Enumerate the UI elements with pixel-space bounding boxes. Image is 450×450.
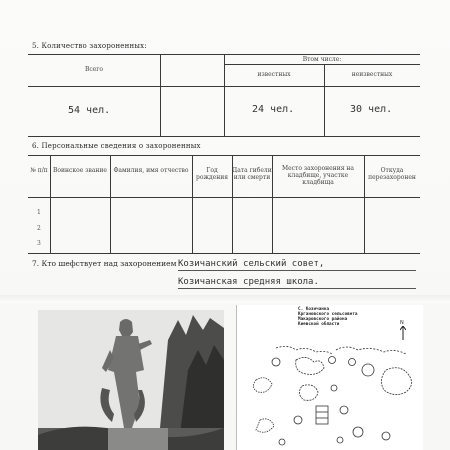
- patron-line-1: Козичанский сельский совет,: [178, 259, 416, 271]
- north-arrow-icon: [400, 320, 406, 342]
- value-known: 24 чел.: [252, 104, 295, 115]
- map-title-line: Макаровского района: [298, 317, 348, 322]
- map-title-line: Кргановского сельсовета: [298, 312, 358, 317]
- patron-line-2: Козичанская средняя школа.: [178, 277, 416, 289]
- col-reburied-from: Откуда перезахоронен: [368, 167, 416, 181]
- personal-data-table: [28, 155, 420, 255]
- value-total: 54 чел.: [68, 105, 111, 116]
- page-fold: [0, 295, 450, 303]
- row-number: 2: [37, 225, 41, 232]
- map-title: [298, 307, 388, 327]
- section5-title: 5. Количество захороненных:: [32, 42, 147, 50]
- burial-count-table: [28, 54, 420, 136]
- map-title-line: С. Козичанка: [298, 307, 330, 312]
- header-known: известных: [257, 71, 291, 78]
- header-total: Всего: [84, 66, 104, 73]
- row-number: 1: [37, 209, 41, 216]
- header-unknown: неизвестных: [351, 71, 393, 78]
- map-title-line: Киевской области: [298, 322, 340, 327]
- col-burial-place: Место захоронения на кладбище, участке кладбища: [281, 165, 354, 186]
- north-label: N: [400, 320, 404, 326]
- col-number: № п/п: [30, 167, 48, 174]
- section6-title: 6. Персональные сведения о захороненных: [32, 142, 201, 150]
- col-death-date: Дата гибели или смерти: [232, 167, 272, 181]
- col-rank: Воинское звание: [53, 167, 107, 174]
- row-number: 3: [37, 240, 41, 247]
- header-including: Втом числе:: [302, 56, 342, 63]
- col-birth-year: Год рождения: [195, 167, 228, 181]
- col-name: Фамилия, имя отчество: [113, 167, 189, 174]
- value-unknown: 30 чел.: [350, 104, 393, 115]
- site-map-drawing: [236, 340, 422, 450]
- section7-label: 7. Кто шефствует над захоронением: [32, 259, 177, 268]
- monument-photo: [38, 310, 224, 450]
